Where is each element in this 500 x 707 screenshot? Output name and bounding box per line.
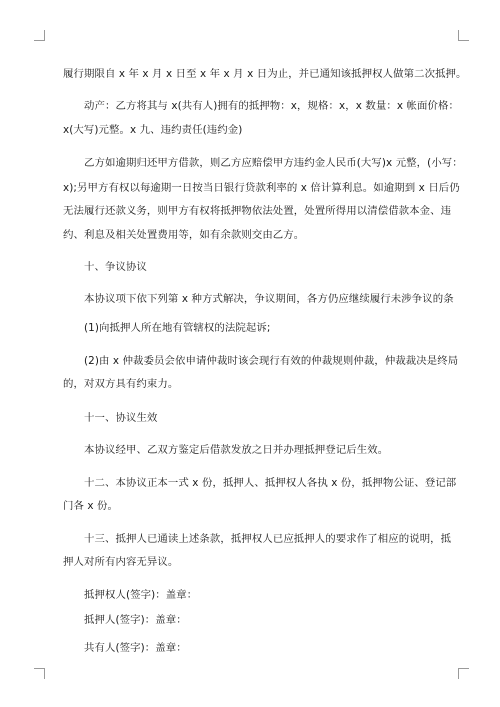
text-line: 十三、抵押人已通读上述条款，抵押权人已应抵押人的要求作了相应的说明，抵	[84, 533, 452, 545]
corner-mark-bottom-right	[458, 668, 469, 679]
text-line: 十二、本协议正本一式 x 份，抵押人、抵押权人各执 x 份，抵押物公证、登记部	[84, 477, 457, 489]
corner-mark-bottom-left	[34, 668, 45, 679]
text-line: 押人对所有内容无异议。	[63, 556, 179, 568]
text-line: (2)由 x 仲裁委员会依申请仲裁时该会现行有效的仲裁规则仲裁，仲裁裁决是终局	[84, 355, 459, 367]
signature-line: 共有人(签字)：盖章：	[84, 642, 187, 654]
section-heading: 十一、协议生效	[84, 412, 158, 424]
text-line: 动产：乙方将其与 x(共有人)拥有的抵押物：x，规格：x，x 数量：x 帐面价格：	[84, 100, 459, 112]
text-line: 的，对双方具有约束力。	[63, 378, 179, 390]
text-line: 门各 x 份。	[63, 500, 119, 512]
text-line: 无法履行还款义务，则甲方有权将抵押物依法处置，处置所得用以清偿借款本金、违	[63, 205, 452, 217]
text-line: 乙方如逾期归还甲方借款，则乙方应赔偿甲方违约金人民币(大写)x 元整，(小写：	[84, 157, 463, 169]
corner-mark-top-left	[34, 30, 45, 41]
text-line: x);另甲方有权以每逾期一日按当日银行贷款利率的 x 倍计算利息。如逾期到 x 日后仍	[63, 182, 460, 194]
signature-line: 抵押权人(签字)：盖章：	[84, 589, 198, 601]
text-line: (1)向抵押人所在地有管辖权的法院起诉;	[84, 322, 271, 334]
section-heading: 十、争议协议	[84, 261, 147, 273]
signature-line: 抵押人(签字)：盖章：	[84, 614, 187, 626]
text-line: x(大写)元整。x 九、违约责任(违约金)	[63, 124, 243, 136]
text-line: 约、利息及相关处置费用等，如有余款则交由乙方。	[63, 229, 305, 241]
corner-mark-top-right	[458, 30, 469, 41]
text-line: 本协议项下依下列第 x 种方式解决，争议期间，各方仍应继续履行未涉争议的条	[84, 293, 454, 305]
text-line: 履行期限自 x 年 x 月 x 日至 x 年 x 月 x 日为止，并已通知该抵押权人做第二次抵押。	[63, 68, 467, 80]
text-line: 本协议经甲、乙双方鉴定后借款发放之日并办理抵押登记后生效。	[84, 444, 389, 456]
